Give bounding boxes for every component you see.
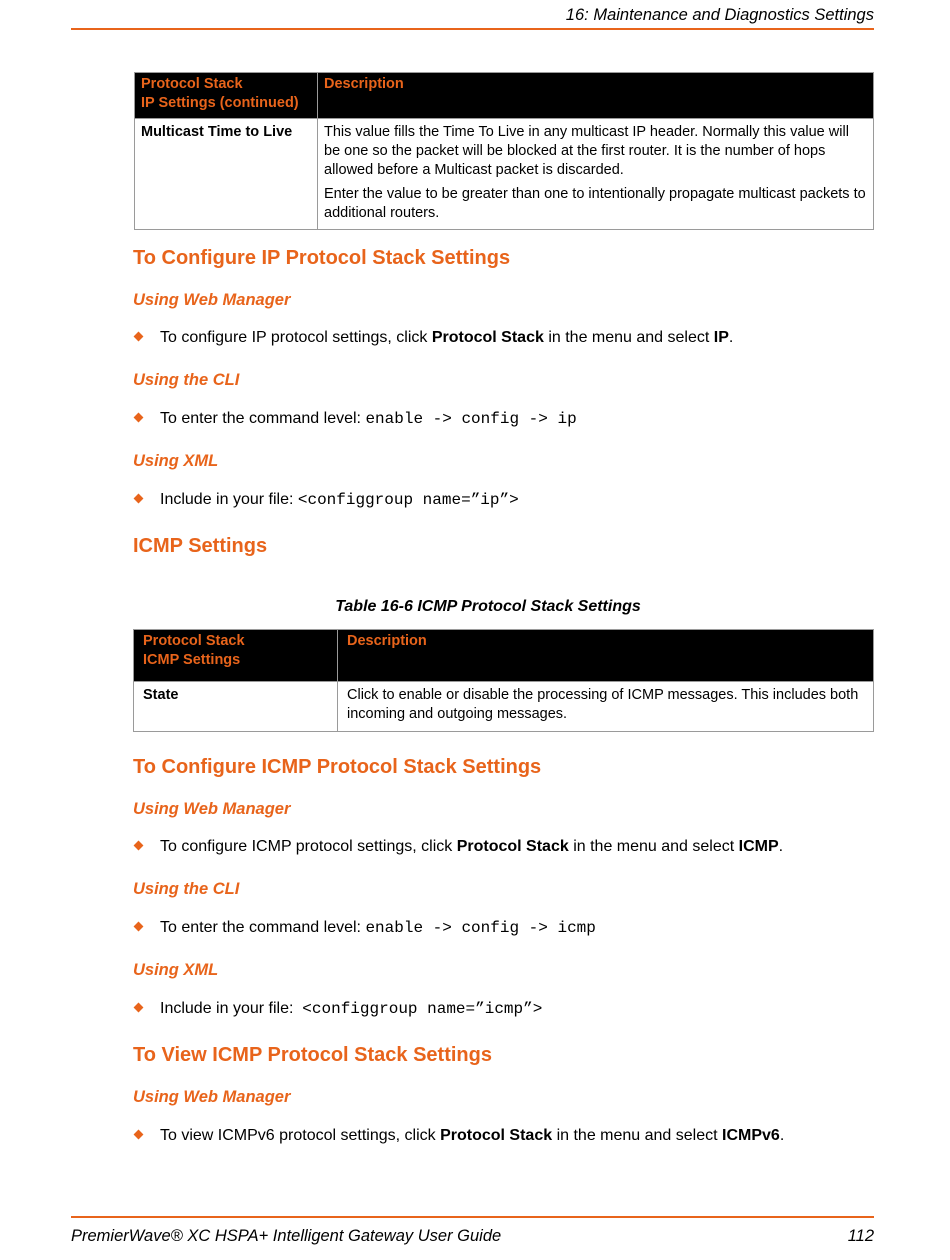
footer-title: PremierWave® XC HSPA+ Intelligent Gateway User Guide — [71, 1227, 502, 1245]
row-description-p2: Enter the value to be greater than one to intentionally propagate multicast packets to additional routers. — [324, 186, 866, 221]
page-number: 112 — [847, 1227, 874, 1245]
col1-line1: Protocol Stack — [143, 633, 245, 649]
table-row — [135, 119, 874, 230]
row-term: State — [134, 682, 338, 732]
orange-diamond-icon — [134, 1003, 144, 1013]
bullet-bold-menu: Protocol Stack — [431, 329, 544, 346]
bullet-text-mid: in the menu and select — [568, 838, 739, 855]
bullet-xml-ip — [135, 491, 519, 509]
orange-diamond-icon — [134, 1130, 144, 1140]
table-caption: Table 16-6 ICMP Protocol Stack Settings — [335, 598, 641, 615]
bullet-web-icmp — [135, 838, 783, 856]
bullet-text-end: . — [779, 1127, 785, 1144]
bullet-cli-ip — [135, 410, 577, 428]
bullet-text: To configure IP protocol settings, click — [160, 329, 432, 346]
subheading-web-manager: Using Web Manager — [133, 800, 291, 818]
cli-command: enable -> config -> ip — [365, 410, 577, 428]
bullet-text-mid: in the menu and select — [552, 1127, 723, 1144]
bullet-text-end: . — [728, 329, 734, 346]
subheading-web-manager: Using Web Manager — [133, 1088, 291, 1106]
col1-line2: IP Settings (continued) — [141, 95, 299, 111]
row-description-p1: This value fills the Time To Live in any multicast IP header. Normally this value will be one so the packet will be blocked at the first router. It is the number of hops allowed before a Multicast packet is discarded. — [324, 124, 849, 178]
orange-diamond-icon — [134, 413, 144, 423]
bullet-text: Include in your file: — [160, 491, 298, 508]
table-header-col1 — [134, 630, 338, 682]
table-header-col2: Description — [338, 630, 874, 682]
icmp-settings-table — [133, 629, 874, 732]
bullet-bold-menu: Protocol Stack — [440, 1127, 553, 1144]
orange-diamond-icon — [134, 841, 144, 851]
orange-diamond-icon — [134, 494, 144, 504]
bullet-text: Include in your file: — [160, 1000, 303, 1017]
bullet-cli-icmp — [135, 919, 596, 937]
running-header: 16: Maintenance and Diagnostics Settings — [565, 6, 874, 24]
bullet-text: To enter the command level: — [160, 919, 366, 936]
bullet-text-end: . — [778, 838, 784, 855]
footer-rule — [71, 1216, 874, 1218]
section-title-configure-icmp: To Configure ICMP Protocol Stack Settings — [133, 756, 542, 778]
bullet-text-mid: in the menu and select — [543, 329, 714, 346]
section-title-icmp-settings: ICMP Settings — [133, 535, 268, 557]
section-title-view-icmp: To View ICMP Protocol Stack Settings — [133, 1044, 492, 1066]
orange-diamond-icon — [134, 332, 144, 342]
subheading-web-manager: Using Web Manager — [133, 291, 291, 309]
col1-line2: ICMP Settings — [143, 652, 241, 668]
row-description — [318, 119, 874, 230]
xml-snippet: <configgroup name=”icmp”> — [302, 1000, 543, 1018]
bullet-bold-item: ICMP — [738, 838, 779, 855]
table-header-row — [134, 630, 874, 682]
table-row — [134, 682, 874, 732]
bullet-bold-menu: Protocol Stack — [456, 838, 569, 855]
table-header-row — [135, 73, 874, 119]
bullet-text: To view ICMPv6 protocol settings, click — [160, 1127, 441, 1144]
subheading-cli: Using the CLI — [133, 880, 240, 898]
bullet-text: To configure ICMP protocol settings, click — [160, 838, 457, 855]
row-term: Multicast Time to Live — [135, 119, 318, 230]
header-rule — [71, 28, 874, 30]
bullet-web-ip — [135, 329, 733, 347]
cli-command: enable -> config -> icmp — [365, 919, 596, 937]
orange-diamond-icon — [134, 922, 144, 932]
subheading-cli: Using the CLI — [133, 371, 240, 389]
row-description: Click to enable or disable the processing of ICMP messages. This includes both incoming and outgoing messages. — [338, 682, 874, 732]
section-title-configure-ip: To Configure IP Protocol Stack Settings — [133, 247, 511, 269]
table-header-col1 — [135, 73, 318, 119]
bullet-xml-icmp — [135, 1000, 542, 1018]
bullet-bold-item: IP — [713, 329, 729, 346]
col1-line1: Protocol Stack — [141, 76, 243, 92]
bullet-web-view-icmp — [135, 1127, 784, 1145]
bullet-bold-item: ICMPv6 — [722, 1127, 780, 1144]
ip-settings-table — [134, 72, 874, 230]
subheading-xml: Using XML — [133, 961, 219, 979]
subheading-xml: Using XML — [133, 452, 219, 470]
xml-snippet: <configgroup name=”ip”> — [297, 491, 519, 509]
table-header-col2: Description — [318, 73, 874, 119]
bullet-text: To enter the command level: — [160, 410, 366, 427]
